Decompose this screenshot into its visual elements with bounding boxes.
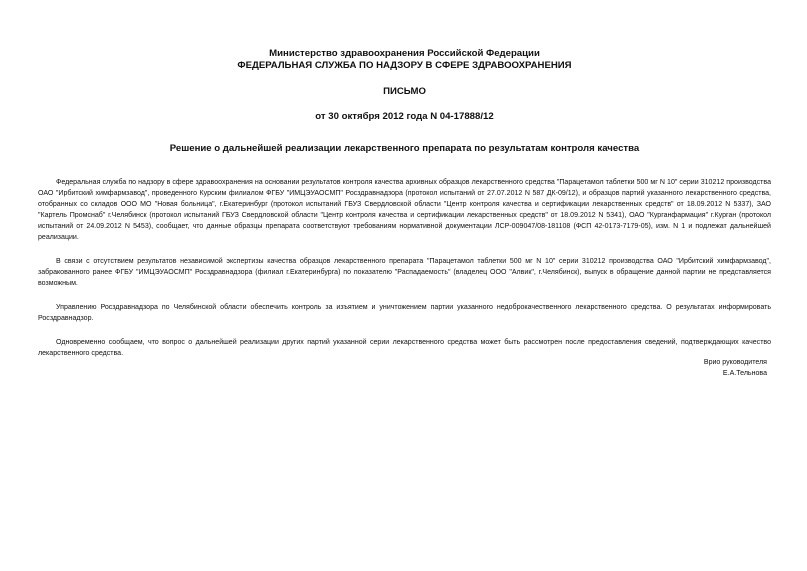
signature-name: Е.А.Тельнова xyxy=(722,370,767,377)
document-number: от 30 октября 2012 года N 04-17888/12 xyxy=(315,111,494,122)
ministry-heading: Министерство здравоохранения Российской Федерации xyxy=(269,48,540,59)
signature-block xyxy=(704,357,767,379)
paragraph-3: Управлению Росздравнадзора по Челябинской области обеспечить контроль за изъятием и уничтожением партии указанного недоброкачественного лекарственного средства. О результатах информировать Росздравнадзор. xyxy=(38,304,771,322)
document-body xyxy=(38,177,771,359)
paragraph-4: Одновременно сообщаем, что вопрос о дальнейшей реализации других партий указанной серии лекарственного средства может быть рассмотрен после предоставления сведений, подтверждающих качество лекарственного средства. xyxy=(38,339,771,357)
paragraph-2: В связи с отсутствием результатов независимой экспертизы качества образцов лекарственного препарата "Парацетамол таблетки 500 мг N 10" серии 310212 производства ОАО "Ирбитский химфармзавод", забракованного ранее ФГБУ "ИМЦЭУАОСМП" Росздравнадзора (филиал г.Екатеринбурга) по показателю "Распадаемость" (владелец ООО "Алвик", г.Челябинск), выпуск в обращение данной партии не представляется возможным. xyxy=(38,258,771,287)
document-subject: Решение о дальнейшей реализации лекарственного препарата по результатам контроля качества xyxy=(169,143,640,154)
paragraph-1: Федеральная служба по надзору в сфере здравоохранения на основании результатов контроля качества архивных образцов лекарственного средства "Парацетамол таблетки 500 мг N 10" серии 310212 производства ОАО "Ирбитский химфармзавод", проведенного Курским филиалом ФГБУ "ИМЦЭУАОСМП" Росздравнадзора (протокол испытаний от 27.07.2012 N 587 ДК-09/12), и образцов партий указанного лекарственного средства, отобранных со складов ООО МО "Новая больница", г.Екатеринбург (протокол испытаний ГБУЗ Свердловской области "Центр контроля качества и сертификации лекарственных средств" от 18.09.2012 N 5337), ЗАО "Картель Промснаб" г.Челябинск (протокол испытаний ГБУЗ Свердловской области "Центр контроля качества и сертификации лекарственных средств" от 18.09.2012 N 5341), ОАО "Курганфармация" г.Курган (протокол испытаний от 24.09.2012 N 5453), сообщает, что данные образцы препарата соответствуют требованиям нормативной документации ЛСР-009047/08-181108 (ФСП 42-0173-7179-05), изм. N 1 и подлежат дальнейшей реализации. xyxy=(38,179,771,241)
service-heading: ФЕДЕРАЛЬНАЯ СЛУЖБА ПО НАДЗОРУ В СФЕРЕ ЗДРАВООХРАНЕНИЯ xyxy=(237,60,572,71)
signature-title: Врио руководителя xyxy=(703,359,767,366)
document-type: ПИСЬМО xyxy=(383,86,426,97)
